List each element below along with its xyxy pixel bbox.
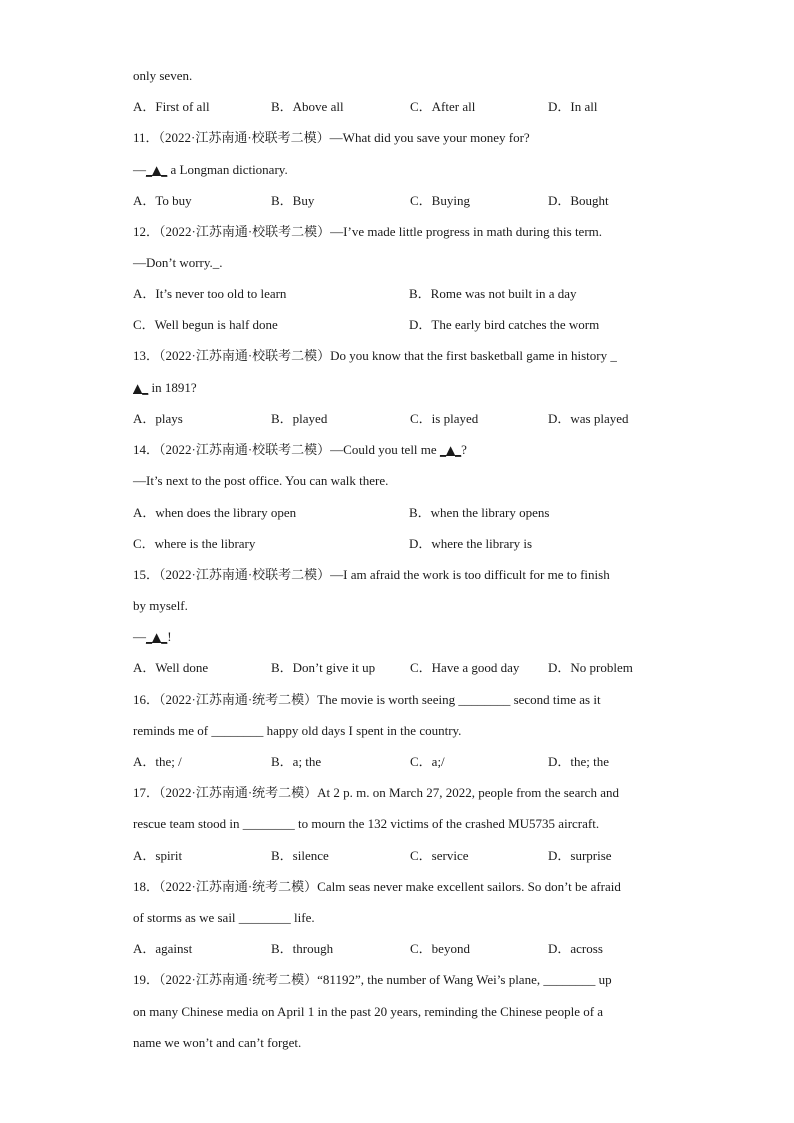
answer-blank: ▲_ (133, 381, 149, 395)
answer-blank: _▲_ (439, 443, 462, 457)
question-15-stem-cont: by myself. (133, 598, 188, 613)
reply-text: —Don’t worry. (133, 255, 213, 270)
option-b: B．silence (271, 848, 329, 863)
stem-end: ? (461, 442, 467, 457)
option-a: A．spirit (133, 848, 183, 863)
option-c: C．Buying (410, 193, 470, 208)
option-c: C．After all (410, 99, 476, 114)
option-c: C．a;/ (410, 754, 445, 769)
option-d: D．where the library is (409, 536, 533, 551)
stem-text: 14．（2022·江苏南通·校联考二模）—Could you tell me (133, 442, 440, 457)
option-a: A．when does the library open (133, 505, 297, 520)
question-15-reply (133, 629, 663, 645)
reply-end: ! (167, 629, 172, 644)
question-18-stem-cont: of storms as we sail ________ life. (133, 910, 315, 925)
option-a: A．the; / (133, 754, 182, 769)
option-b: B．Above all (271, 99, 344, 114)
option-a: A．It’s never too old to learn (133, 286, 287, 301)
option-c: C．where is the library (133, 536, 256, 551)
option-c: C．Well begun is half done (133, 317, 278, 332)
option-b: B．Buy (271, 193, 315, 208)
option-a: A．To buy (133, 193, 192, 208)
reply-text: a Longman dictionary. (167, 162, 288, 177)
option-d: D．was played (548, 411, 629, 426)
option-c: C．beyond (410, 941, 470, 956)
question-16-stem-cont: reminds me of ________ happy old days I spent in the country. (133, 723, 462, 738)
option-d: D．surprise (548, 848, 612, 863)
answer-blank: _▲_ (146, 630, 168, 644)
question-12-stem: 12．（2022·江苏南通·校联考二模）—I’ve made little progress in math during this term. (133, 224, 603, 239)
option-b: B．Rome was not built in a day (409, 286, 577, 301)
answer-blank: _ (212, 255, 220, 270)
question-12-reply (133, 255, 663, 271)
option-d: D．the; the (548, 754, 610, 769)
option-d: D．No problem (548, 660, 633, 675)
option-a: A．plays (133, 411, 183, 426)
option-d: D．across (548, 941, 603, 956)
question-19-stem: 19．（2022·江苏南通·统考二模）“81192”, the number of Wang Wei’s plane, ________ up (133, 972, 612, 987)
option-b: B．through (271, 941, 334, 956)
stem-text: in 1891? (148, 380, 197, 395)
question-11-reply (133, 162, 663, 178)
option-b: B．when the library opens (409, 505, 550, 520)
option-c: C．Have a good day (410, 660, 520, 675)
question-16-stem: 16．（2022·江苏南通·统考二模）The movie is worth seeing ________ second time as it (133, 692, 601, 707)
question-11-stem: 11．（2022·江苏南通·校联考二模）—What did you save your money for? (133, 130, 530, 145)
question-10-stem-end: only seven. (133, 68, 193, 83)
option-a: A．Well done (133, 660, 209, 675)
reply-dash: — (133, 162, 146, 177)
reply-end: . (219, 255, 223, 270)
question-14-reply: —It’s next to the post office. You can walk there. (133, 473, 389, 488)
option-d: D．Bought (548, 193, 609, 208)
reply-dash: — (133, 629, 146, 644)
option-c: C．service (410, 848, 469, 863)
question-17-stem: 17．（2022·江苏南通·统考二模）At 2 p. m. on March 27, 2022, people from the search and (133, 785, 619, 800)
option-a: A．against (133, 941, 193, 956)
option-c: C．is played (410, 411, 479, 426)
option-b: B．a; the (271, 754, 322, 769)
option-d: D．The early bird catches the worm (409, 317, 600, 332)
question-13-stem-cont (133, 380, 663, 396)
question-13-stem: 13．（2022·江苏南通·校联考二模）Do you know that the first basketball game in history _ (133, 348, 617, 363)
option-b: B．Don’t give it up (271, 660, 376, 675)
question-17-stem-cont: rescue team stood in ________ to mourn the 132 victims of the crashed MU5735 aircraft. (133, 816, 600, 831)
question-19-stem-cont-1: on many Chinese media on April 1 in the past 20 years, reminding the Chinese people of a (133, 1004, 604, 1019)
option-b: B．played (271, 411, 328, 426)
question-14-stem (133, 442, 663, 458)
option-a: A．First of all (133, 99, 210, 114)
question-18-stem: 18．（2022·江苏南通·统考二模）Calm seas never make excellent sailors. So don’t be afraid (133, 879, 621, 894)
question-19-stem-cont-2: name we won’t and can’t forget. (133, 1035, 302, 1050)
question-15-stem: 15．（2022·江苏南通·校联考二模）—I am afraid the work is too difficult for me to finish (133, 567, 610, 582)
answer-blank: _▲_ (146, 163, 168, 177)
option-d: D．In all (548, 99, 598, 114)
